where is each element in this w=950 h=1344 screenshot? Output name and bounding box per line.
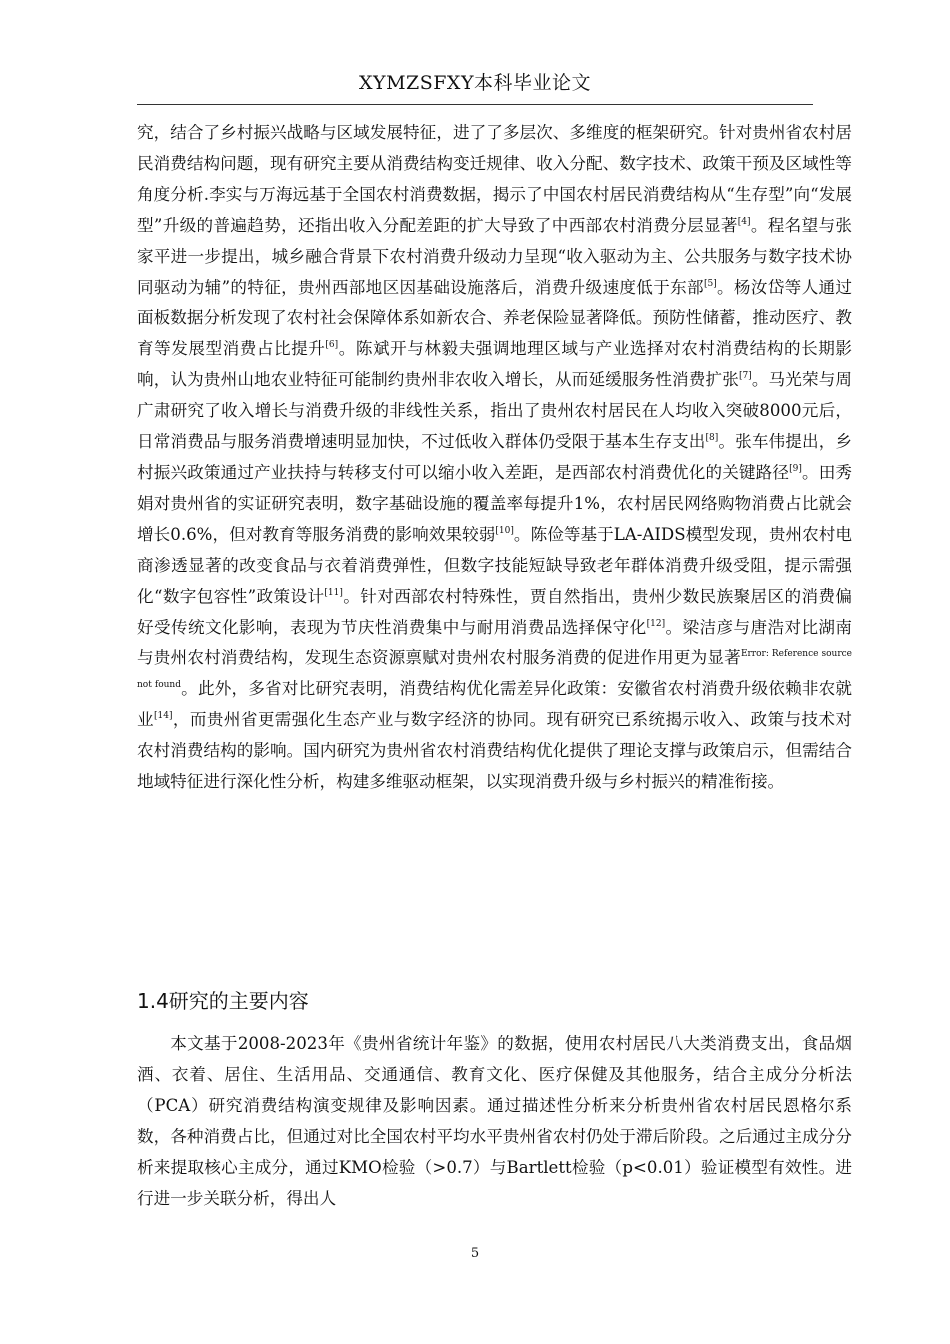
text-segment: 。杨汝岱等人通过面板数据分析发现了农村社会保障体系如新农合、养老保险显著降低。预防性储蓄，推动医疗、教育等发展型消费占比提升	[137, 277, 853, 359]
citation-marker[interactable]: [10]	[495, 525, 514, 536]
citation-marker[interactable]: [7]	[738, 371, 752, 382]
citation-marker[interactable]: [12]	[646, 618, 666, 629]
header-rule	[137, 104, 813, 105]
literature-review-text	[137, 118, 852, 798]
text-segment: 。此外，多省对比研究表明，消费结构优化需差异化政策：安徽省农村消费升级依赖非农就业	[137, 679, 853, 730]
running-header: XYMZSFXY本科毕业论文	[359, 72, 591, 94]
text-segment: 。张车伟提出，乡村振兴政策通过产业扶持与转移支付可以缩小收入差距，是西部农村消费优化的关键路径	[137, 432, 853, 482]
citation-marker[interactable]: [5]	[703, 278, 717, 289]
literature-review-paragraph	[137, 118, 852, 798]
citation-marker[interactable]: Error: Reference source not found	[137, 649, 853, 691]
page-number: 5	[470, 1246, 480, 1261]
citation-marker[interactable]: [8]	[705, 433, 719, 444]
section-heading-1-4: 1.4研究的主要内容	[137, 989, 309, 1013]
main-content-text: 本文基于2008-2023年《贵州省统计年鉴》的数据，使用农村居民八大类消费支出，食品烟酒、衣着、居住、生活用品、交通通信、教育文化、医疗保健及其他服务，结合主成分分析法（PCA）研究消费结构演变规律及影响因素。通过描述性分析来分析贵州省农村居民恩格尔系数，各种消费占比，但通过对比全国农村平均水平贵州省农村仍处于滞后阶段。之后通过主成分分析来提取核心主成分，通过KMO检验（>0.7）与Bartlett检验（p<0.01）验证模型有效性。进行进一步关联分析，得出人	[137, 1034, 852, 1208]
citation-marker[interactable]: [11]	[324, 587, 343, 598]
text-segment: 。陈斌开与林毅夫强调地理区域与产业选择对农村消费结构的长期影响，认为贵州山地农业特征可能制约贵州非农收入增长，从而延缓服务性消费扩张	[137, 339, 853, 390]
citation-marker[interactable]: [14]	[154, 711, 173, 722]
text-segment: 。程名望与张家平进一步提出，城乡融合背景下农村消费升级动力呈现“收入驱动为主、公共服务与数字技术协同驱动为辅”的特征，贵州西部地区因基础设施落后，消费升级速度低于东部	[137, 215, 853, 297]
text-segment: 。梁洁彦与唐浩对比湖南与贵州农村消费结构，发现生态资源禀赋对贵州农村服务消费的促进作用更为显著	[137, 617, 853, 668]
text-segment: 究，结合了乡村振兴战略与区域发展特征，进了了多层次、多维度的框架研究。针对贵州省农村居民消费结构问题，现有研究主要从消费结构变迁规律、收入分配、数字技术、政策干预及区域性等角度分析.李实与万海远基于全国农村消费数据，揭示了中国农村居民消费结构从“生存型”向“发展型”升级的普遍趋势，还指出收入分配差距的扩大导致了中西部农村消费分层显著	[137, 123, 852, 235]
citation-marker[interactable]: [4]	[737, 216, 751, 227]
text-segment: ，而贵州省更需强化生态产业与数字经济的协同。现有研究已系统揭示收入、政策与技术对农村消费结构的影响。国内研究为贵州省农村消费结构优化提供了理论支撑与政策启示，但需结合地域特征进行深化性分析，构建多维驱动框架，以实现消费升级与乡村振兴的精准衔接。	[137, 710, 853, 792]
text-segment: 。陈俭等基于LA-AIDS模型发现，贵州农村电商渗透显著的改变食品与衣着消费弹性，但数字技能短缺导致老年群体消费升级受阻，提示需强化“数字包容性”政策设计	[137, 524, 852, 606]
citation-marker[interactable]: [9]	[789, 463, 802, 474]
citation-marker[interactable]: [6]	[325, 340, 339, 351]
text-segment: 。马光荣与周广肃研究了收入增长与消费升级的非线性关系，指出了贵州农村居民在人均收入突破8000元后，日常消费品与服务消费增速明显加快，不过低收入群体仍受限于基本生存支出	[137, 370, 853, 452]
main-content-paragraph	[137, 1029, 852, 1214]
text-segment: 。田秀娟对贵州省的实证研究表明，数字基础设施的覆盖率每提升1%，农村居民网络购物消费占比就会增长0.6%，但对教育等服务消费的影响效果较弱	[137, 462, 853, 544]
text-segment: 。针对西部农村特殊性，贾自然指出，贵州少数民族聚居区的消费偏好受传统文化影响，表现为节庆性消费集中与耐用消费品选择保守化	[137, 586, 853, 637]
